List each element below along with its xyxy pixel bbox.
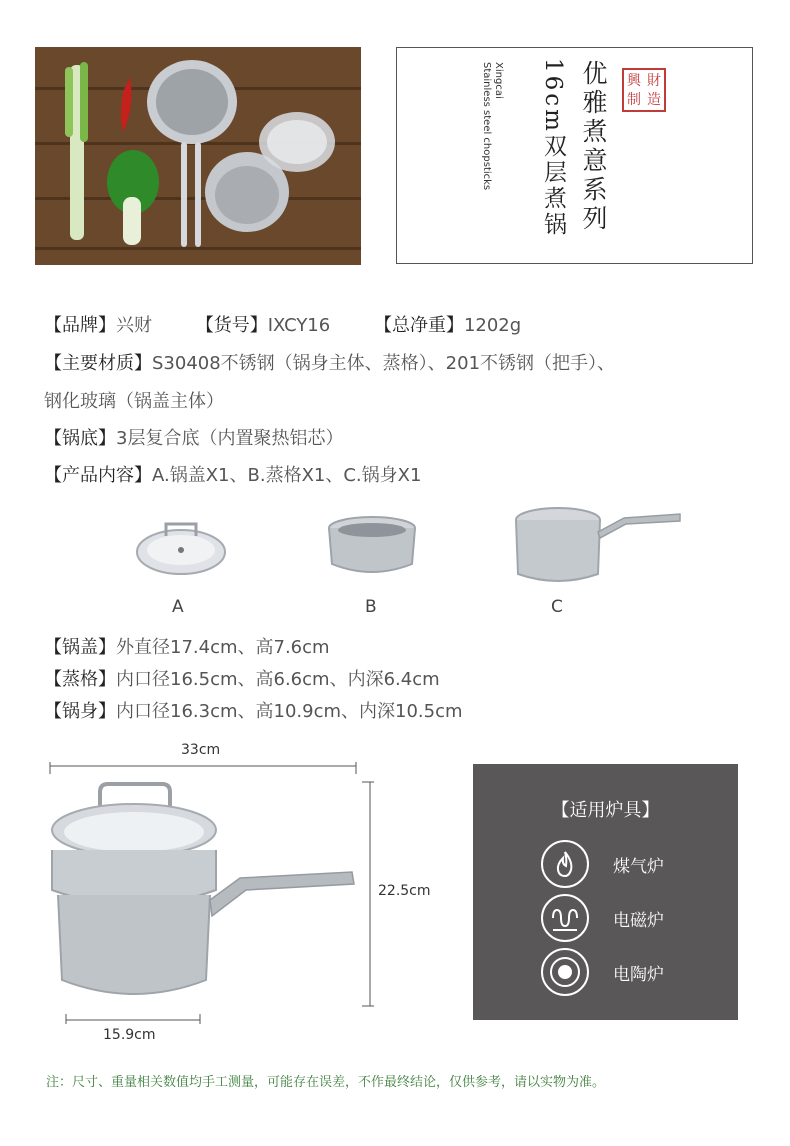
seal-char: 興 bbox=[627, 73, 641, 89]
part-c-label: C bbox=[551, 597, 563, 617]
height-label: 22.5cm bbox=[378, 883, 431, 899]
stove-gas bbox=[541, 840, 664, 888]
spec-row-content bbox=[44, 461, 421, 487]
lid-value: 外直径17.4cm、高7.6cm bbox=[116, 637, 330, 658]
brand-seal bbox=[622, 68, 666, 112]
dim-row-lid bbox=[44, 633, 330, 659]
material-value-cont: 钢化玻璃（锅盖主体） bbox=[44, 391, 224, 412]
gas-flame-icon bbox=[541, 840, 589, 888]
stove-ceramic-label: 电陶炉 bbox=[613, 964, 664, 985]
base-label: 15.9cm bbox=[103, 1027, 156, 1043]
width-label: 33cm bbox=[181, 742, 221, 758]
series-title: 优雅煮意系列 bbox=[579, 60, 608, 234]
product-photo bbox=[35, 47, 361, 265]
stove-ceramic bbox=[541, 948, 664, 996]
stove-panel-title: 【适用炉具】 bbox=[551, 800, 660, 821]
seal-char: 財 bbox=[647, 73, 661, 89]
seal-char: 造 bbox=[647, 92, 661, 108]
lid-key: 【锅盖】 bbox=[44, 637, 116, 658]
spec-row-material bbox=[44, 349, 615, 375]
brand-key: 【品牌】 bbox=[44, 315, 116, 336]
spec-row-material-cont bbox=[44, 387, 224, 413]
weight-key: 【总净重】 bbox=[373, 315, 464, 336]
body-value: 内口径16.3cm、高10.9cm、内深10.5cm bbox=[116, 701, 463, 722]
pot-body-image bbox=[514, 504, 684, 588]
lid-image bbox=[132, 510, 230, 580]
spec-row-brand bbox=[44, 311, 521, 337]
material-value: S30408不锈钢（锅身主体、蒸格）、201不锈钢（把手）、 bbox=[152, 353, 616, 374]
item-value: IXCY16 bbox=[267, 315, 331, 336]
product-english: Stainless steel chopsticks bbox=[481, 62, 492, 191]
base-key: 【锅底】 bbox=[44, 428, 116, 449]
seal-char: 制 bbox=[627, 92, 641, 108]
induction-coil-icon bbox=[541, 894, 589, 942]
base-value: 3层复合底（内置聚热铝芯） bbox=[116, 428, 344, 449]
steamer-image bbox=[326, 512, 418, 580]
content-value: A.锅盖X1、B.蒸格X1、C.锅身X1 bbox=[152, 465, 422, 486]
material-key: 【主要材质】 bbox=[44, 353, 152, 374]
part-a-label: A bbox=[172, 597, 184, 617]
part-b-label: B bbox=[365, 597, 377, 617]
product-title: 16cm双层煮锅 bbox=[540, 58, 566, 238]
stove-compatibility-panel bbox=[473, 764, 738, 1020]
content-key: 【产品内容】 bbox=[44, 465, 152, 486]
weight-value: 1202g bbox=[463, 315, 522, 336]
stove-gas-label: 煤气炉 bbox=[613, 856, 664, 877]
brand-english: Xingcai bbox=[493, 62, 504, 99]
disclaimer-note: 注：尺寸、重量相关数值均手工测量，可能存在误差，不作最终结论，仅供参考，请以实物为准。 bbox=[46, 1075, 606, 1090]
dim-row-body bbox=[44, 697, 463, 723]
stove-induction bbox=[541, 894, 664, 942]
title-box bbox=[396, 47, 753, 264]
steamer-value: 内口径16.5cm、高6.6cm、内深6.4cm bbox=[116, 669, 440, 690]
spec-row-base bbox=[44, 424, 343, 450]
ceramic-hob-icon bbox=[541, 948, 589, 996]
stove-induction-label: 电磁炉 bbox=[613, 910, 664, 931]
brand-value: 兴财 bbox=[116, 315, 152, 336]
steamer-key: 【蒸格】 bbox=[44, 669, 116, 690]
body-key: 【锅身】 bbox=[44, 701, 116, 722]
item-key: 【货号】 bbox=[195, 315, 268, 336]
dim-row-steamer bbox=[44, 665, 440, 691]
